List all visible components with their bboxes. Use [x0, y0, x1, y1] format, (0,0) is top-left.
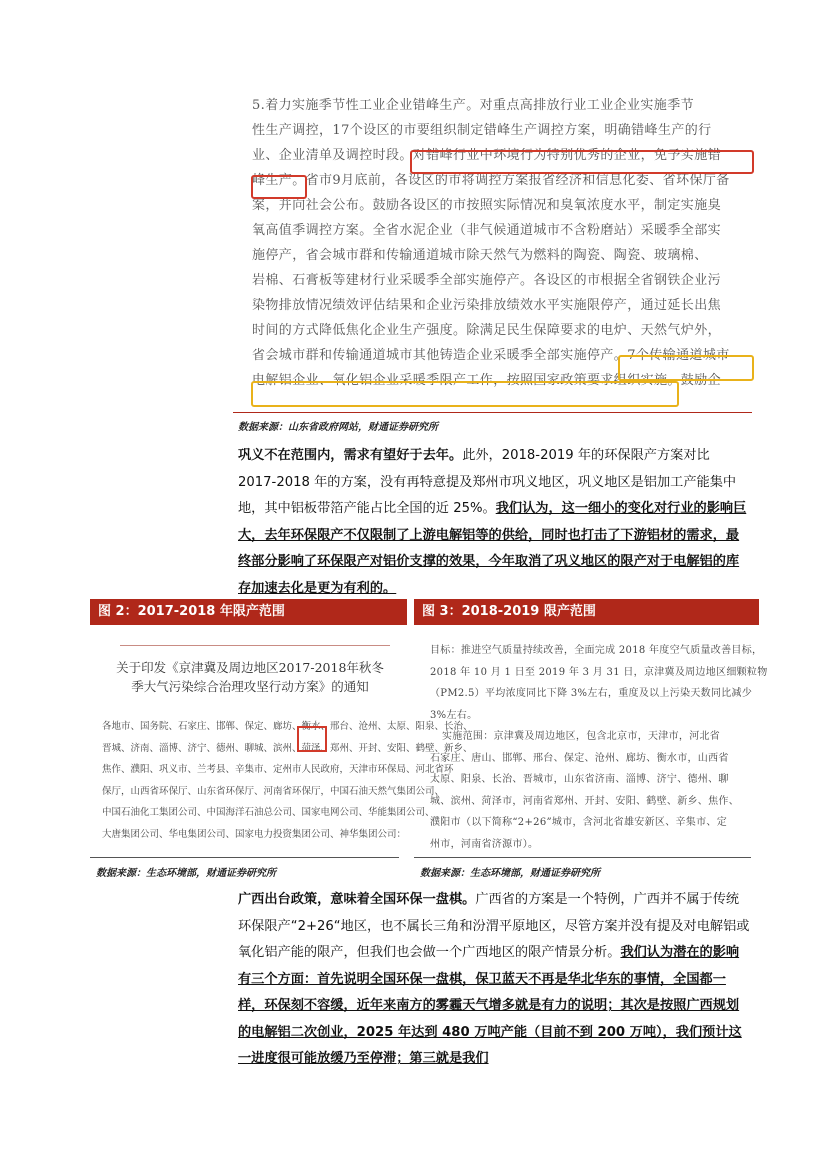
excerpt-source: 数据来源：山东省政府网站，财通证券研究所 — [238, 422, 438, 433]
figure-2-doc-body — [102, 716, 473, 845]
highlight-box-exempt-cont — [251, 175, 307, 199]
excerpt-line: 岩棉、石膏板等建材行业采暖季全部实施停产。各设区的市根据全省钢铁企业污 — [252, 273, 722, 288]
excerpt-line: 峰生产。省市9月底前，各设区的市将调控方案报省经济和信息化委、省环保厅备 — [252, 173, 730, 188]
excerpt-rule — [233, 412, 752, 413]
figure-3-image — [430, 640, 768, 855]
excerpt-line: 时间的方式降低焦化企业生产强度。除满足民生保障要求的电炉、天然气炉外， — [252, 323, 722, 338]
excerpt-line: 施停产，省会城市群和传输通道城市除天然气为燃料的陶瓷、陶瓷、玻璃棉、 — [252, 248, 708, 263]
paragraph-gongyi — [238, 443, 750, 602]
figure-2-doc-line: 焦作、濮阳、巩义市、兰考县、辛集市、定州市人民政府，天津市环保局、河北省环 — [102, 764, 454, 775]
highlight-box-gongyi — [297, 726, 327, 752]
excerpt-line: 省会城市群和传输通道城市其他铸造企业采暖季全部实施停产。7个传输通道城市 — [252, 348, 730, 363]
highlight-box-exempt — [410, 150, 754, 174]
figure-2-doc-line: 大唐集团公司、华电集团公司、国家电力投资集团公司、神华集团公司： — [102, 828, 407, 840]
paragraph-guangxi — [238, 887, 750, 1073]
paragraph-lead: 广西出台政策，意味着全国环保一盘棋。 — [238, 892, 476, 907]
figure-3-rule — [414, 857, 751, 858]
paragraph-emphasis: 我们认为，这一细小的变化对行业的影响巨大，去年环保限产不仅限制了上游电解铝等的供给，同时也打击了下游铝材的需求，最终部分影响了环保限产对铝价支撑的效果，今年取消了巩义地区的限产对于电解铝的库存加速去化是更为有利的。 — [238, 501, 747, 596]
figure-2-doc-line: 保厅，山西省环保厅、山东省环保厅、河南省环保厅，中国石油天然气集团公司、 — [102, 785, 445, 797]
figure-3-doc-line: 2018 年 10 月 1 日至 2019 年 3 月 31 日，京津冀及周边地区细颗粒物 — [430, 666, 768, 678]
figure-3-doc-line: 州市，河南省济源市）。 — [430, 838, 539, 850]
figure-3-doc-line: 3%左右。 — [430, 709, 478, 721]
figure-2-doc-title: 关于印发《京津冀及周边地区2017-2018年秋冬季大气污染综合治理攻坚行动方案》的通知 — [116, 660, 384, 694]
figure-2-doc-line: 中国石油化工集团公司、中国海洋石油总公司、国家电网公司、华能集团公司、 — [102, 807, 435, 818]
excerpt-line: 性生产调控，17个设区的市要组织制定错峰生产调控方案，明确错峰生产的行 — [252, 123, 712, 138]
figure-3-doc-line: 城、滨州、菏泽市，河南省郑州、开封、安阳、鹤壁、新乡、焦作、 — [430, 795, 739, 807]
excerpt-line: 电解铝企业、氧化铝企业采暖季限产工作，按照国家政策要求组织实施。鼓励企 — [252, 373, 722, 388]
figure-2-doc-line: 各地市、国务院、石家庄、邯郸、保定、廊坊、衡水、邢台、沧州、太原、阳泉、长治、 — [102, 721, 473, 732]
paragraph-emphasis: 我们认为潜在的影响有三个方面：首先说明全国环保一盘棋，保卫蓝天不再是华北华东的事情，全国都一样，环保刻不容缓，近年来南方的雾霾天气增多就是有力的说明；其次是按照广西规划的电解铝二次创业，2025 年达到 480 万吨产能（目前不到 200 万吨），我们预计这一进度很可能放缓乃至停滞；第三就是我们 — [238, 945, 742, 1066]
figure-3-doc-line: 实施范围：京津冀及周边地区，包含北京市，天津市，河北省 — [442, 731, 721, 742]
figure-2-header: 图 2：2017-2018 年限产范围 — [90, 599, 407, 625]
figure-3-doc-line: 目标：推进空气质量持续改善，全面完成 2018 年度空气质量改善目标， — [430, 645, 763, 656]
figure-2-doc-line: 晋城、济南、淄博、济宁、德州、聊城、滨州、菏泽、郑州、开封、安阳、鹤壁、新乡、 — [102, 742, 473, 754]
excerpt-line: 案，并向社会公布。鼓励各设区的市按照实际情况和臭氧浓度水平，制定实施臭 — [252, 198, 722, 213]
excerpt-line: 氧高值季调控方案。全省水泥企业（非气候通道城市不含粉磨站）采暖季全部实 — [252, 223, 722, 238]
paragraph-lead: 巩义不在范围内，需求有望好于去年。 — [238, 448, 463, 463]
highlight-box-aluminum-cont — [251, 381, 679, 407]
excerpt-line: 业、企业清单及调控时段。对错峰行业中环境行为特别优秀的企业，免予实施错 — [252, 148, 722, 163]
figure-3-doc-line: （PM2.5）平均浓度同比下降 3%左右，重度及以上污染天数同比减少 — [430, 688, 753, 699]
figure-3-doc-line: 石家庄、唐山、邯郸、邢台、保定、沧州、廊坊、衡水市，山西省 — [430, 752, 729, 764]
excerpt-line: 染物排放情况绩效评估结果和企业污染排放绩效水平实施限停产，通过延长出焦 — [252, 298, 722, 313]
excerpt-line: 5.着力实施季节性工业企业错峰生产。对重点高排放行业工业企业实施季节 — [252, 98, 695, 113]
figure-3-source: 数据来源：生态环境部，财通证券研究所 — [420, 868, 600, 879]
figure-2-source: 数据来源：生态环境部，财通证券研究所 — [96, 868, 276, 879]
paragraph-text: 广西省的方案是一个特例，广西并不属于传统环保限产“2+26“地区，也不属长三角和汾渭平原地区，尽管方案并没有提及对电解铝或氧化铝产能的限产，但我们也会做一个广西地区的限产情景分析。 — [238, 892, 750, 960]
figure-3-doc-line: 濮阳市（以下简称“2+26”城市，含河北省雄安新区、辛集市、定 — [430, 817, 727, 828]
figure-2-rule — [90, 857, 399, 858]
figure-3-doc-line: 太原、阳泉、长治、晋城市，山东省济南、淄博、济宁、德州、聊 — [430, 774, 729, 785]
highlight-box-aluminum — [618, 355, 754, 381]
paragraph-text: 此外，2018-2019 年的环保限产方案对比 2017-2018 年的方案，没有再特意提及郑州市巩义地区，巩义地区是铝加工产能集中地，其中铝板带箔产能占比全国的近 25%。 — [238, 448, 737, 516]
figure-2-top-rule — [120, 645, 390, 646]
policy-excerpt — [252, 93, 752, 393]
figure-3-header: 图 3：2018-2019 限产范围 — [414, 599, 759, 625]
